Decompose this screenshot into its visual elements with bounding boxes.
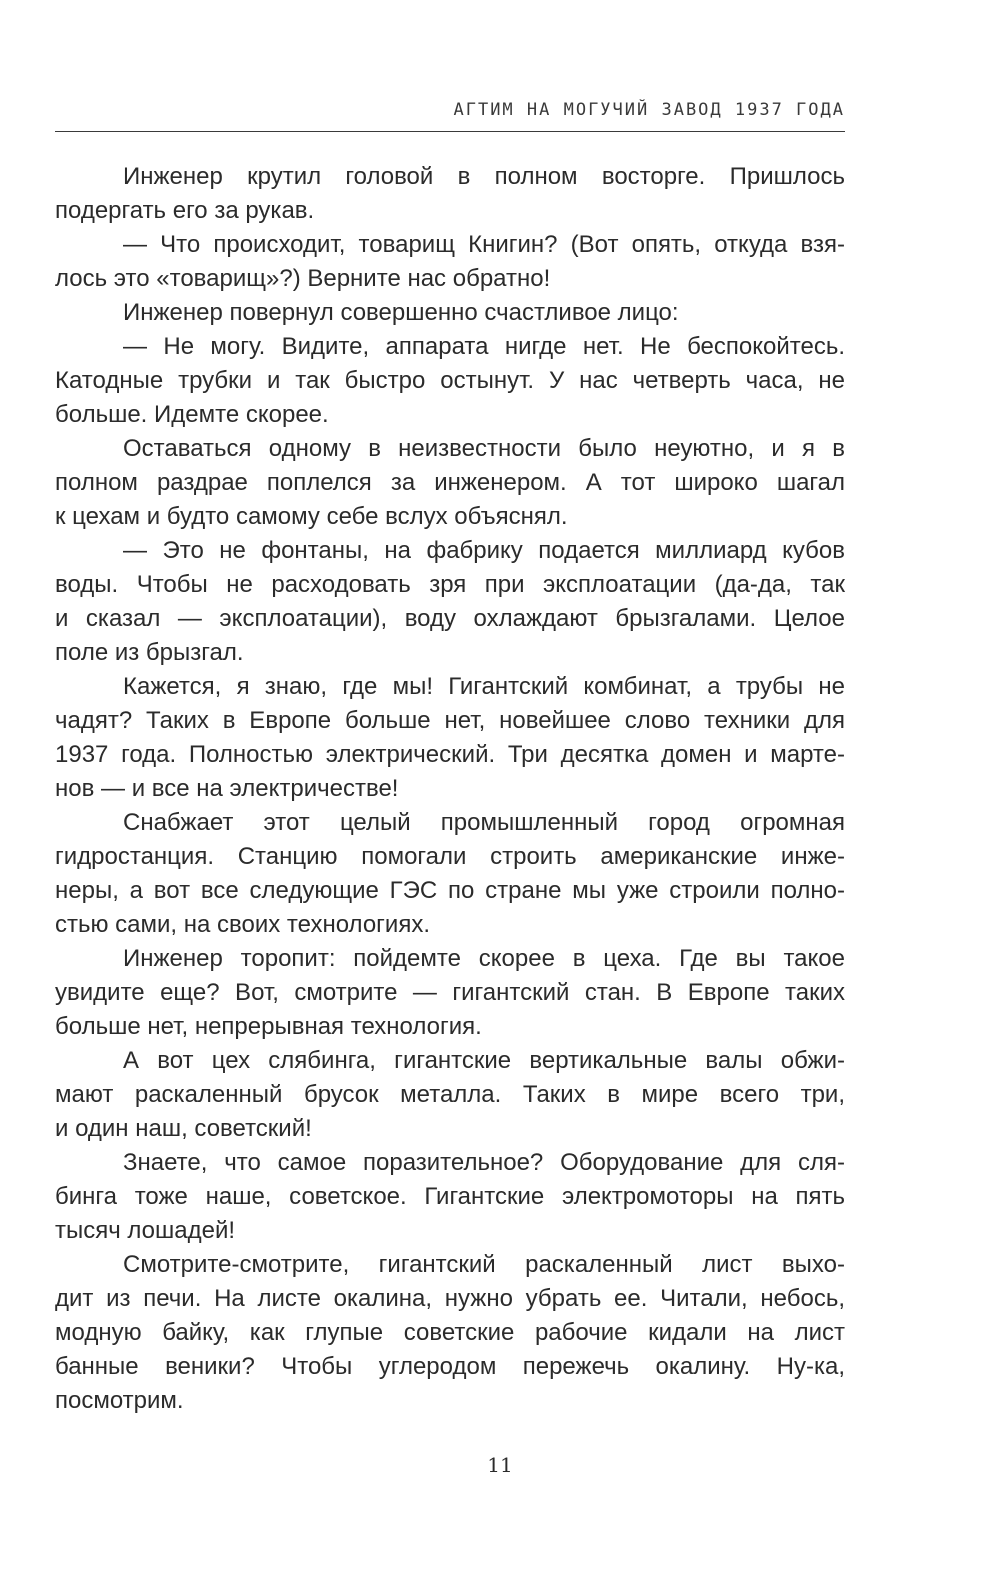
text-line: Инженер повернул совершенно счастливое лицо: xyxy=(123,299,679,326)
text-line: стью сами, на своих технологиях. xyxy=(55,911,430,938)
paragraph xyxy=(55,534,845,670)
text-line: нов — и все на электричестве! xyxy=(55,775,399,802)
text-line: дит из печи. На листе окалина, нужно убрать ее. Читали, небось, xyxy=(55,1285,845,1312)
text-line: модную байку, как глупые советские рабочие кидали на лист xyxy=(55,1319,845,1346)
text-line: 1937 года. Полностью электрический. Три десятка домен и марте- xyxy=(55,741,845,768)
text-line: Катодные трубки и так быстро остынут. У нас четверть часа, не xyxy=(55,367,845,394)
text-line: Кажется, я знаю, где мы! Гигантский комбинат, а трубы не xyxy=(123,673,845,700)
text-line: Инженер торопит: пойдемте скорее в цеха. Где вы такое xyxy=(123,945,845,972)
page-number: 11 xyxy=(487,1453,513,1477)
text-line: бинга тоже наше, советское. Гигантские электромоторы на пять xyxy=(55,1183,845,1210)
text-line: банные веники? Чтобы углеродом пережечь окалину. Ну-ка, xyxy=(55,1353,845,1380)
text-line: поле из брызгал. xyxy=(55,639,244,666)
text-line: — Что происходит, товарищ Книгин? (Вот опять, откуда взя- xyxy=(123,231,845,258)
paragraph xyxy=(55,942,845,1044)
paragraph xyxy=(55,432,845,534)
text-line: больше нет, непрерывная технология. xyxy=(55,1013,482,1040)
text-line: гидростанция. Станцию помогали строить американские инже- xyxy=(55,843,845,870)
paragraph xyxy=(55,160,845,228)
text-line: лось это «товарищ»?) Верните нас обратно! xyxy=(55,265,551,292)
paragraph xyxy=(55,670,845,806)
paragraph xyxy=(55,1248,845,1418)
text-line: Инженер крутил головой в полном восторге. Пришлось xyxy=(123,163,845,190)
text-line: подергать его за рукав. xyxy=(55,197,315,224)
text-line: к цехам и будто самому себе вслух объяснял. xyxy=(55,503,568,530)
text-line: увидите еще? Вот, смотрите — гигантский стан. В Европе таких xyxy=(55,979,845,1006)
text-line: Снабжает этот целый промышленный город огромная xyxy=(123,809,845,836)
text-line: Знаете, что самое поразительное? Оборудование для сля- xyxy=(123,1149,845,1176)
paragraph xyxy=(55,1044,845,1146)
text-line: Смотрите-смотрите, гигантский раскаленный лист выхо- xyxy=(123,1251,845,1278)
text-line: и один наш, советский! xyxy=(55,1115,312,1142)
text-line: больше. Идемте скорее. xyxy=(55,401,329,428)
text-line: А вот цех слябинга, гигантские вертикальные валы обжи- xyxy=(123,1047,845,1074)
body-text xyxy=(55,160,845,1418)
text-line: чадят? Таких в Европе больше нет, новейшее слово техники для xyxy=(55,707,845,734)
text-line: мают раскаленный брусок металла. Таких в мире всего три, xyxy=(55,1081,845,1108)
paragraph xyxy=(55,228,845,296)
text-line: Оставаться одному в неизвестности было неуютно, и я в xyxy=(123,435,845,462)
paragraph xyxy=(55,806,845,942)
paragraph xyxy=(55,330,845,432)
text-line: и сказал — эксплоатации), воду охлаждают брызгалами. Целое xyxy=(55,605,845,632)
paragraph xyxy=(55,1146,845,1248)
text-line: полном раздрае поплелся за инженером. А тот широко шагал xyxy=(55,469,845,496)
header-rule xyxy=(55,131,845,132)
text-line: — Это не фонтаны, на фабрику подается миллиард кубов xyxy=(123,537,845,564)
text-line: — Не могу. Видите, аппарата нигде нет. Не беспокойтесь. xyxy=(123,333,845,360)
running-header: АГТИМ НА МОГУЧИЙ ЗАВОД 1937 ГОДА xyxy=(453,100,845,120)
paragraph xyxy=(55,296,845,330)
text-line: посмотрим. xyxy=(55,1387,184,1414)
text-line: воды. Чтобы не расходовать зря при эксплоатации (да-да, так xyxy=(55,571,845,598)
text-line: неры, а вот все следующие ГЭС по стране мы уже строили полно- xyxy=(55,877,845,904)
text-line: тысяч лошадей! xyxy=(55,1217,236,1244)
